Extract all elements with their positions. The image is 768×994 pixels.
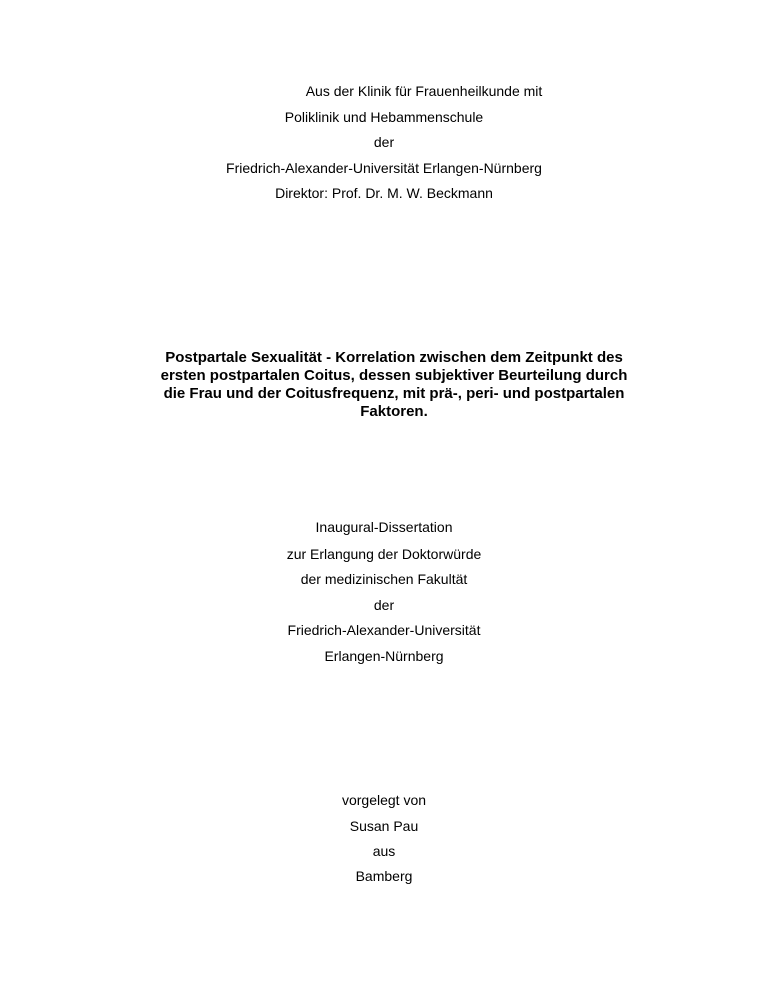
- university-line: Friedrich-Alexander-Universität Erlangen-Nürnberg: [226, 160, 542, 176]
- title-line: die Frau und der Coitusfrequenz, mit prä-, peri- und postpartalen: [163, 385, 625, 402]
- submitted-by-line: vorgelegt von: [341, 792, 427, 808]
- title-line: Faktoren.: [360, 403, 428, 420]
- dissertation-type-line: Inaugural-Dissertation: [315, 519, 453, 535]
- info-city-line: Erlangen-Nürnberg: [324, 648, 444, 664]
- clinic-name-line: Aus der Klinik für Frauenheilkunde mit: [305, 83, 543, 99]
- director-line: Direktor: Prof. Dr. M. W. Beckmann: [275, 185, 493, 201]
- title-line: Postpartale Sexualität - Korrelation zwischen dem Zeitpunkt des: [165, 349, 623, 366]
- info-university-line: Friedrich-Alexander-Universität: [287, 622, 481, 638]
- info-der-line: der: [373, 597, 395, 613]
- from-line: aus: [372, 843, 396, 859]
- title-line: ersten postpartalen Coitus, dessen subjektiver Beurteilung durch: [160, 367, 628, 384]
- faculty-line: der medizinischen Fakultät: [300, 571, 468, 587]
- header-der-line: der: [373, 134, 395, 150]
- dissertation-title: [134, 349, 654, 421]
- author-name: Susan Pau: [349, 818, 419, 834]
- degree-purpose-line: zur Erlangung der Doktorwürde: [286, 546, 482, 562]
- clinic-subname-line: Poliklinik und Hebammenschule: [284, 109, 484, 125]
- author-hometown: Bamberg: [355, 868, 413, 884]
